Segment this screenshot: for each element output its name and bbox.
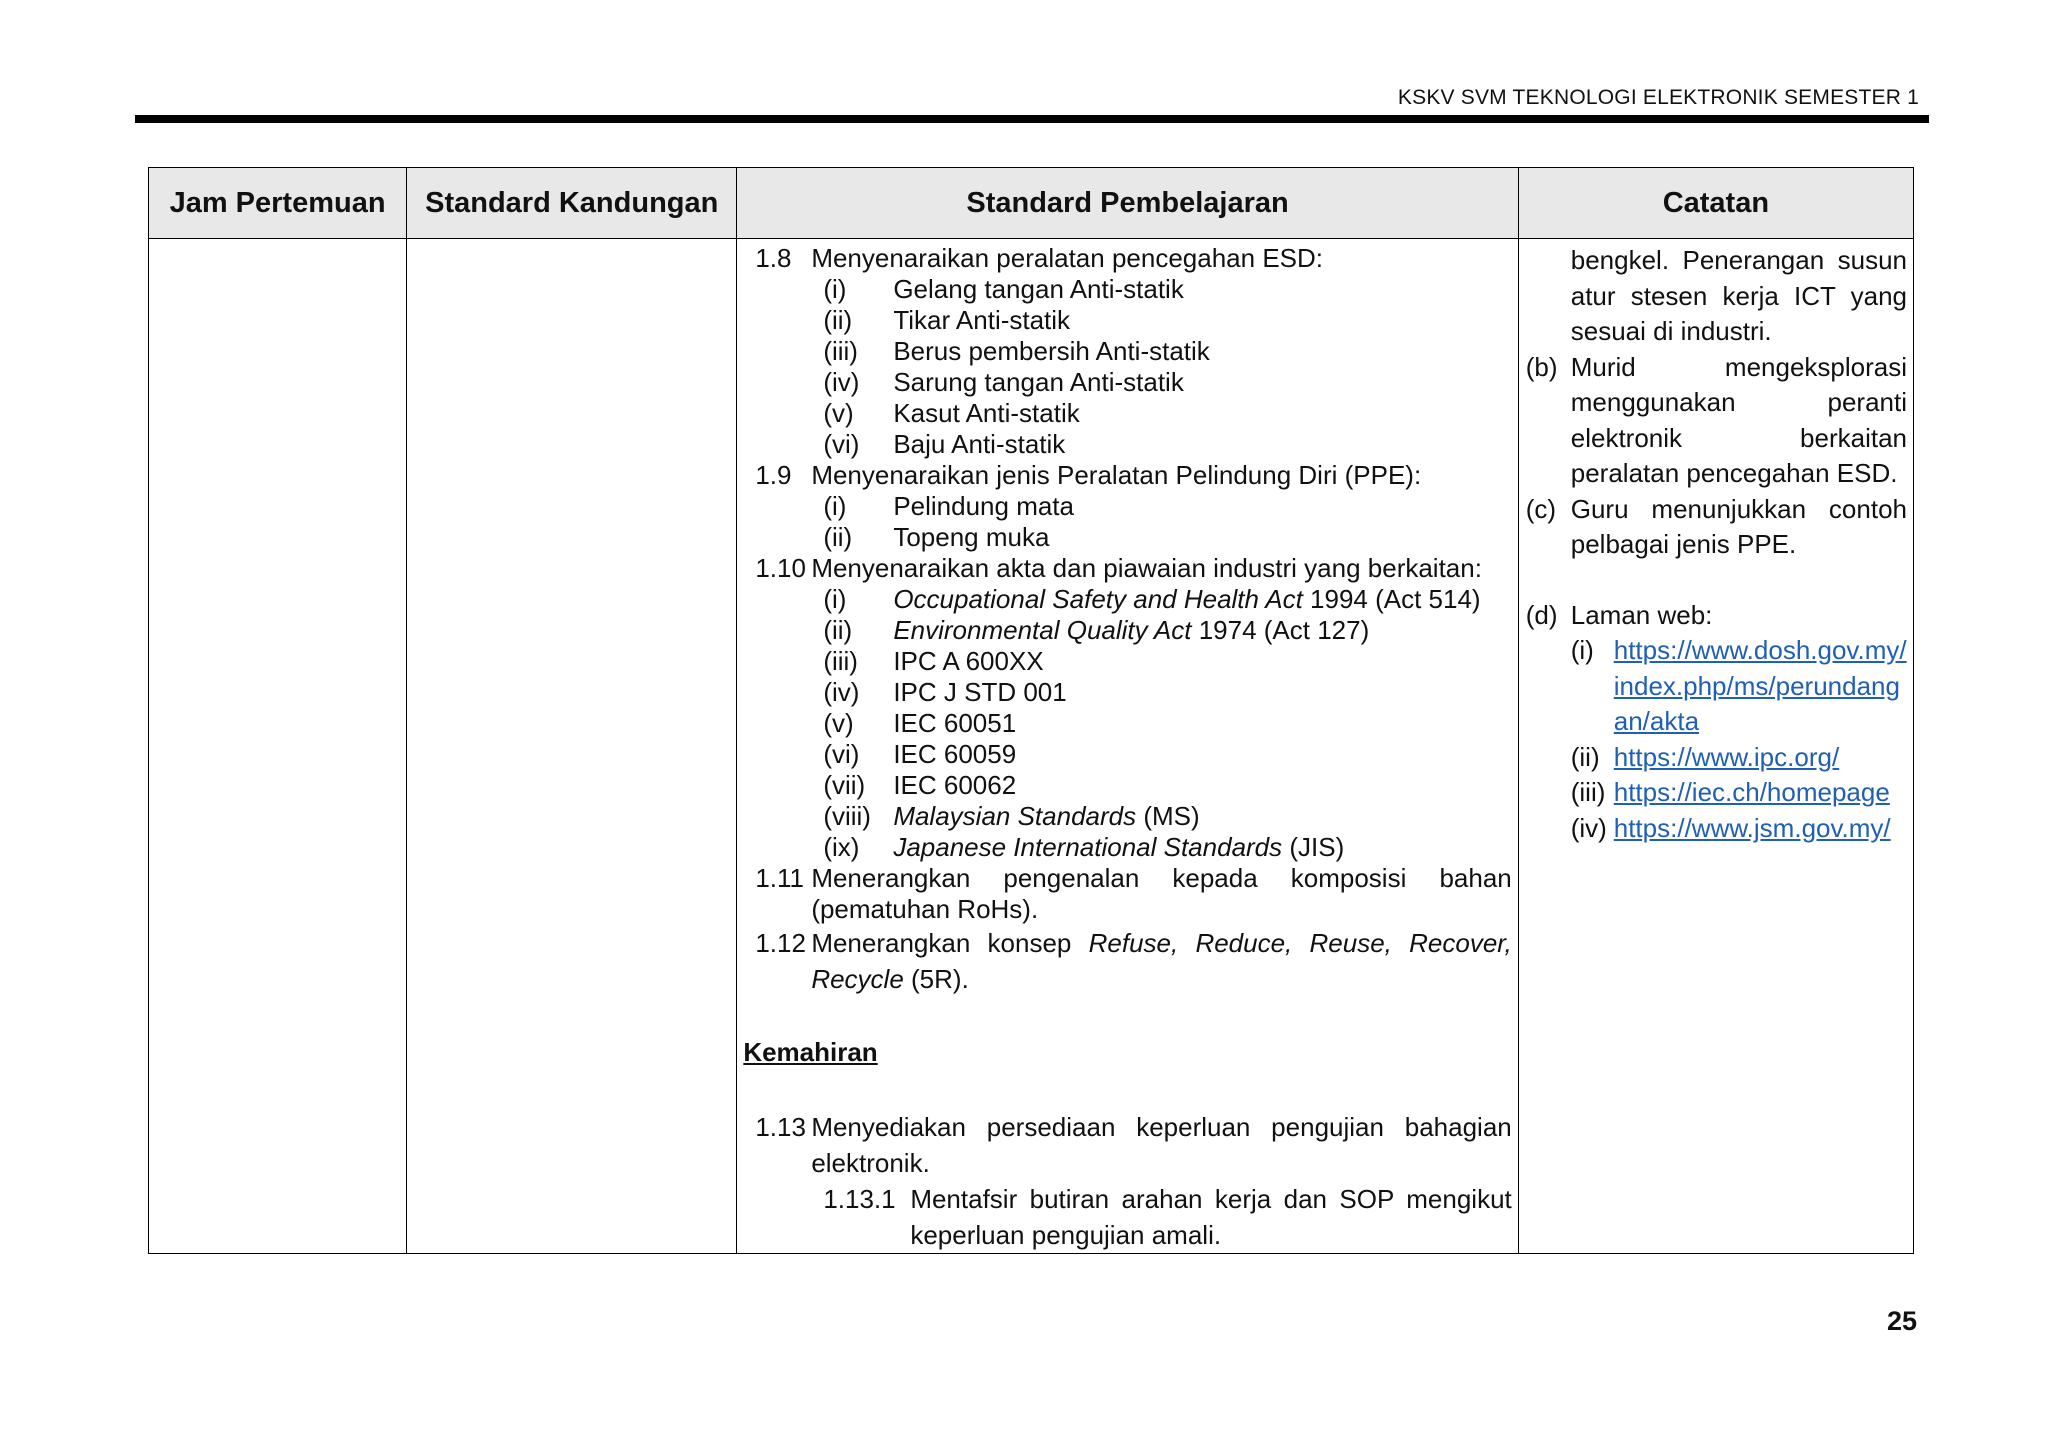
sub-item-number: (iii) [823,646,858,676]
catatan-item-b [1526,350,1907,492]
item-text-line [811,925,1511,961]
cell-catatan [1518,239,1913,1254]
item-number: 1.8 [755,243,792,273]
sub-item-text: Pelindung mata [893,491,1074,521]
sub-item [823,708,1511,739]
sub-item-text: IPC J STD 001 [893,677,1067,707]
act-name: Environmental Quality Act [893,615,1192,645]
sub-item [823,429,1511,460]
sub-item-number: (vi) [823,429,860,459]
sub-item [823,367,1511,398]
sub-item-text: IPC A 600XX [893,646,1044,676]
sub-item-number: (ii) [823,522,853,552]
item-text-block [811,925,1511,997]
sub-item-text: Kasut Anti-statik [893,398,1080,428]
item-text: Menyenaraikan jenis Peralatan Pelindung Diri (PPE): [811,460,1422,490]
sub-item-number: (viii) [823,801,871,831]
sub-item-text [893,584,1511,615]
sub-item-text [893,615,1511,646]
item-text-line [811,961,1511,997]
item-number: 1.9 [755,460,792,490]
link-ipc[interactable]: https://www.ipc.org/ [1613,741,1840,772]
catatan-label: (d) [1525,599,1558,630]
sub-item [823,274,1511,305]
item-text-part: (5R). [903,964,969,994]
sub-item-text: Gelang tangan Anti-statik [893,274,1184,304]
sp-item-1-12 [743,925,1511,997]
cell-jam-pertemuan [149,239,407,1254]
sub-item-number: (i) [823,491,847,521]
sub-item-number: (iv) [823,677,860,707]
item-text-italic: Recycle [811,964,904,994]
sub-item-text [893,801,1511,832]
sub-item-number: (iv) [823,367,860,397]
sub-item-text [893,832,1511,863]
sub-item [823,398,1511,429]
standards-table [148,167,1914,1254]
cell-standard-pembelajaran [737,239,1518,1254]
catatan-item-c [1526,492,1907,563]
catatan-text: Guru menunjukkan contoh pelbagai jenis PPE. [1570,493,1907,559]
sub-item-number: (iii) [823,336,858,366]
catatan-continuation [1526,243,1907,350]
link-jsm[interactable]: https://www.jsm.gov.my/ [1613,812,1891,843]
item-text-line: Menyediakan persediaan keperluan pengujian bahagian [811,1112,1512,1142]
item-number: 1.10 [755,553,806,583]
sub-item [823,677,1511,708]
standard-name: Japanese International Standards [893,832,1283,862]
sub-item-text-block [910,1181,1511,1253]
table-row [149,239,1914,1254]
sub-item-text-line: Mentafsir butiran arahan kerja dan SOP mengikut [910,1184,1512,1214]
item-text: Menyenaraikan peralatan pencegahan ESD: [811,243,1323,273]
item-text-part: Menerangkan konsep [811,928,1089,958]
sub-item-number: (i) [823,584,847,614]
sub-item-number: (ii) [823,615,853,645]
catatan-text: Murid mengeksplorasi menggunakan peranti elektronik berkaitan peralatan pencegahan ESD. [1570,351,1907,488]
sub-item [823,739,1511,770]
item-text-block [811,1109,1511,1181]
sp-item-1-11 [743,863,1511,925]
sp-item-1-8 [743,243,1511,274]
sub-item [823,522,1511,553]
item-text-line: (pematuhan RoHs). [811,894,1039,924]
link-number: (i) [1570,635,1594,665]
catatan-item-d [1526,598,1907,634]
catatan-label: (b) [1525,351,1558,382]
sp-item-1-10 [743,553,1511,584]
link-number: (iv) [1570,812,1607,843]
item-number: 1.12 [755,928,806,958]
table-header-row [149,168,1914,239]
header-jam-pertemuan: Jam Pertemuan [149,168,407,239]
cell-standard-kandungan [407,239,737,1254]
sub-item-number: (ii) [823,305,853,335]
item-number: 1.13 [755,1112,806,1142]
item-text-line: elektronik. [811,1148,930,1178]
sub-item-text: Topeng muka [893,522,1050,552]
section-heading-kemahiran: Kemahiran [743,1037,878,1067]
sub-item-number: 1.13.1 [823,1184,896,1214]
sub-item [823,770,1511,801]
standard-abbrev: (JIS) [1282,832,1345,862]
sub-item [823,336,1511,367]
sub-item [823,646,1511,677]
header-standard-kandungan: Standard Kandungan [407,168,737,239]
sub-item-number: (i) [823,274,847,304]
catatan-label: (c) [1525,493,1557,524]
sub-item [823,491,1511,522]
sp-item-1-9 [743,460,1511,491]
web-link-item [1571,633,1907,740]
link-iec[interactable]: https://iec.ch/homepage [1613,777,1890,807]
item-text-italic: Refuse, Reduce, Reuse, Recover, [1088,928,1512,958]
link-number: (iii) [1570,777,1606,807]
page-number: 25 [1886,1306,1917,1336]
sub-item-number: (ix) [823,832,860,862]
sp-item-1-13 [743,1109,1511,1181]
item-text: Menyenaraikan akta dan piawaian industri yang berkaitan: [811,553,1482,583]
web-link-item [1571,811,1907,847]
sub-item [823,832,1511,863]
catatan-text: Laman web: [1570,599,1713,630]
item-number: 1.11 [755,863,804,893]
sub-item-text: Berus pembersih Anti-statik [893,336,1210,366]
sub-item-number: (v) [823,398,854,428]
link-dosh[interactable]: https://www.dosh.gov.my/index.php/ms/perundangan/akta [1613,635,1907,736]
sub-item-text: Baju Anti-statik [893,429,1066,459]
sub-item-number: (vi) [823,739,860,769]
sub-item [823,801,1511,832]
sub-item [823,615,1511,646]
sub-item-text: IEC 60051 [893,708,1017,738]
header-catatan: Catatan [1518,168,1913,239]
catatan-text: bengkel. Penerangan susun atur stesen kerja ICT yang sesuai di industri. [1570,245,1907,346]
sub-item-text: Tikar Anti-statik [893,305,1071,335]
act-name: Occupational Safety and Health Act [893,584,1303,614]
sp-item-1-13-1 [823,1181,1511,1253]
link-number: (ii) [1570,741,1600,772]
sub-item-text: IEC 60059 [893,739,1017,769]
standard-abbrev: (MS) [1136,801,1200,831]
act-detail: 1994 (Act 514) [1302,584,1481,614]
act-detail: 1974 (Act 127) [1191,615,1370,645]
item-text-line: Menerangkan pengenalan kepada komposisi bahan [811,863,1512,893]
item-text-block [811,863,1511,925]
header-standard-pembelajaran: Standard Pembelajaran [737,168,1518,239]
sub-item [823,584,1511,615]
sub-item-text: IEC 60062 [893,770,1017,800]
sub-item [823,305,1511,336]
page-header-title: KSKV SVM TEKNOLOGI ELEKTRONIK SEMESTER 1 [1397,86,1919,109]
web-link-item [1571,775,1907,811]
sub-item-text-line: keperluan pengujian amali. [910,1220,1222,1250]
sub-item-text: Sarung tangan Anti-statik [893,367,1184,397]
header-rule [135,115,1929,123]
sub-item-number: (v) [823,708,854,738]
web-link-item [1571,740,1907,776]
sub-item-number: (vii) [823,770,866,800]
standard-name: Malaysian Standards [893,801,1137,831]
